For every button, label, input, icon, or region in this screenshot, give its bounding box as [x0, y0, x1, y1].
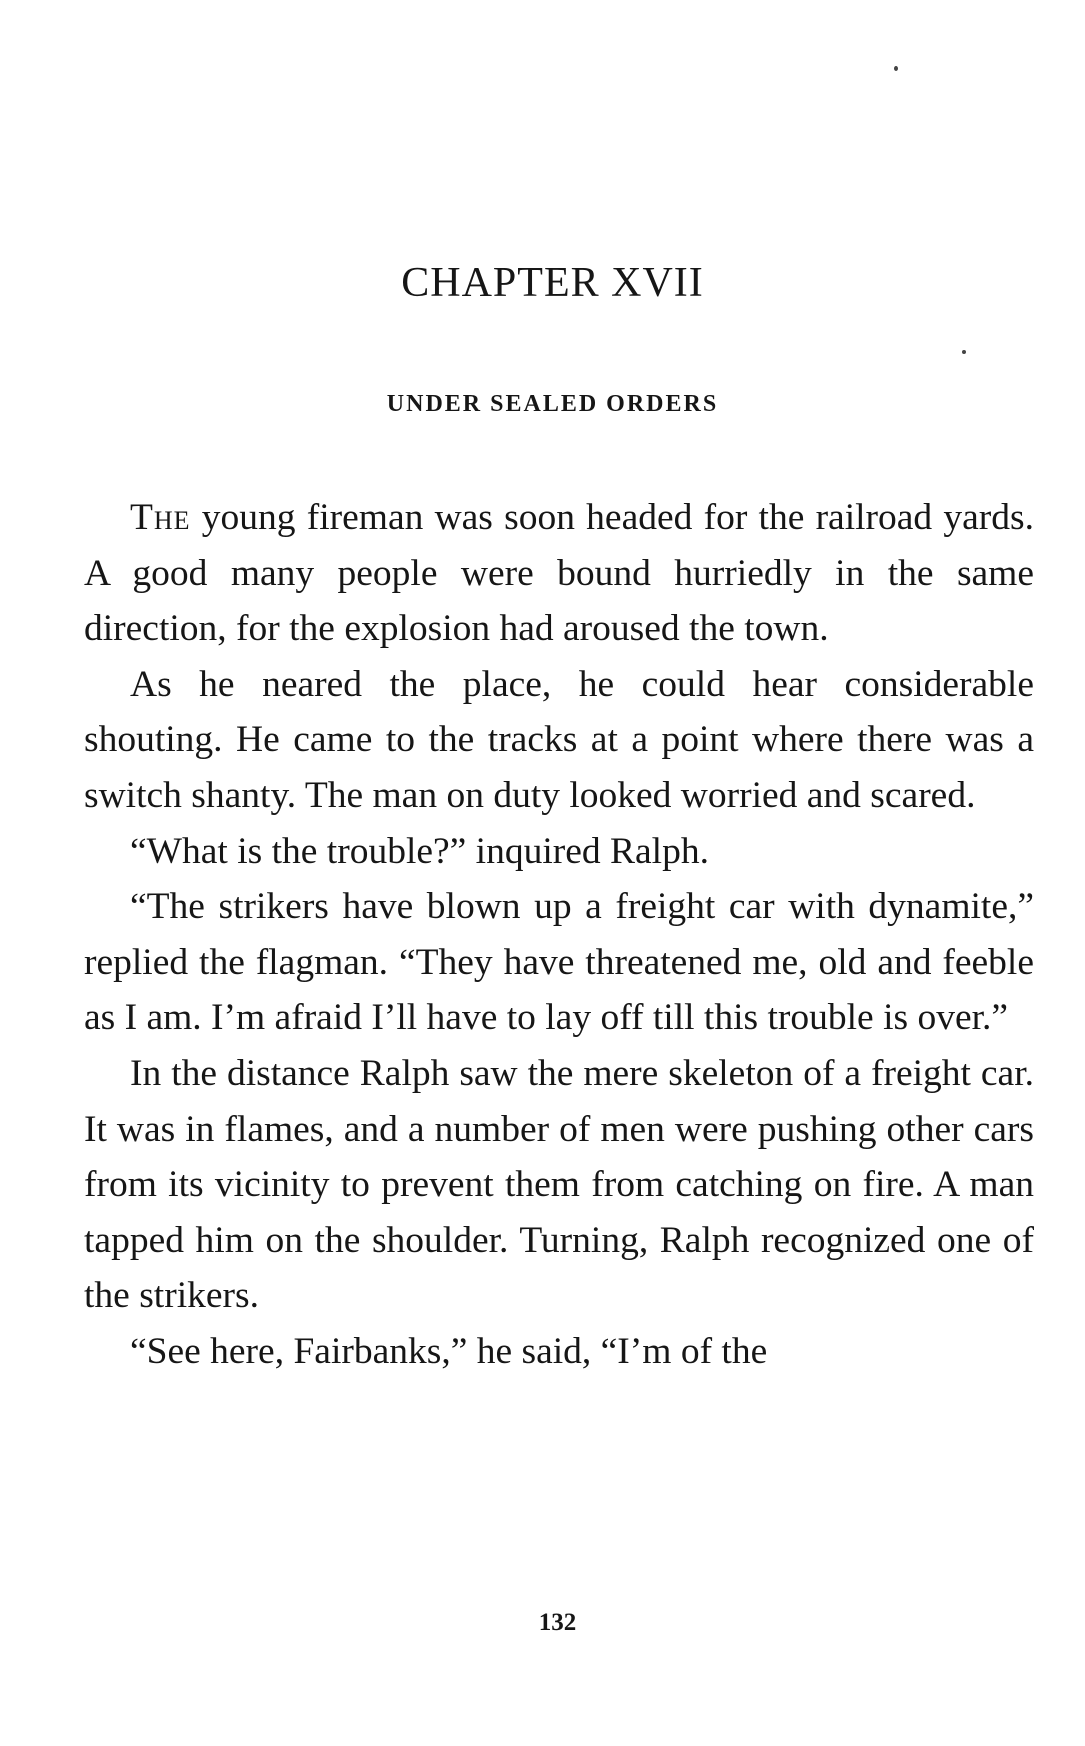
paragraph-lead-in: The	[130, 497, 191, 538]
paragraph: “What is the trouble?” inquired Ralph.	[130, 830, 709, 872]
page-number: 132	[538, 1609, 577, 1636]
paragraph: In the distance Ralph saw the mere skeleton of a freight car. It was in flames, and a number of men were pushing other cars from its vicinity to prevent them from catching on fire. A man tapped him on the shoulder. Turning, Ralph recognized one of the strikers.	[84, 1052, 1034, 1317]
chapter-title: CHAPTER XVII	[401, 260, 704, 306]
body-text	[84, 490, 1034, 1380]
paragraph: As he neared the place, he could hear considerable shouting. He came to the tracks at a point where there was a switch shanty. The man on duty looked worried and scared.	[84, 663, 1034, 816]
paragraph: “See here, Fairbanks,” he said, “I’m of the	[130, 1330, 768, 1372]
chapter-subtitle: UNDER SEALED ORDERS	[386, 391, 719, 417]
paragraph-text: young fireman was soon headed for the railroad yards. A good many people were bound hurriedly in the same direction, for the explosion had aroused the town.	[84, 497, 1034, 650]
scan-speck	[962, 350, 966, 354]
scan-speck	[894, 66, 898, 71]
paragraph: “The strikers have blown up a freight car with dynamite,” replied the flagman. “They have threatened me, old and feeble as I am. I’m afraid I’ll have to lay off till this trouble is over.”	[84, 886, 1034, 1039]
paragraph	[84, 490, 1034, 657]
